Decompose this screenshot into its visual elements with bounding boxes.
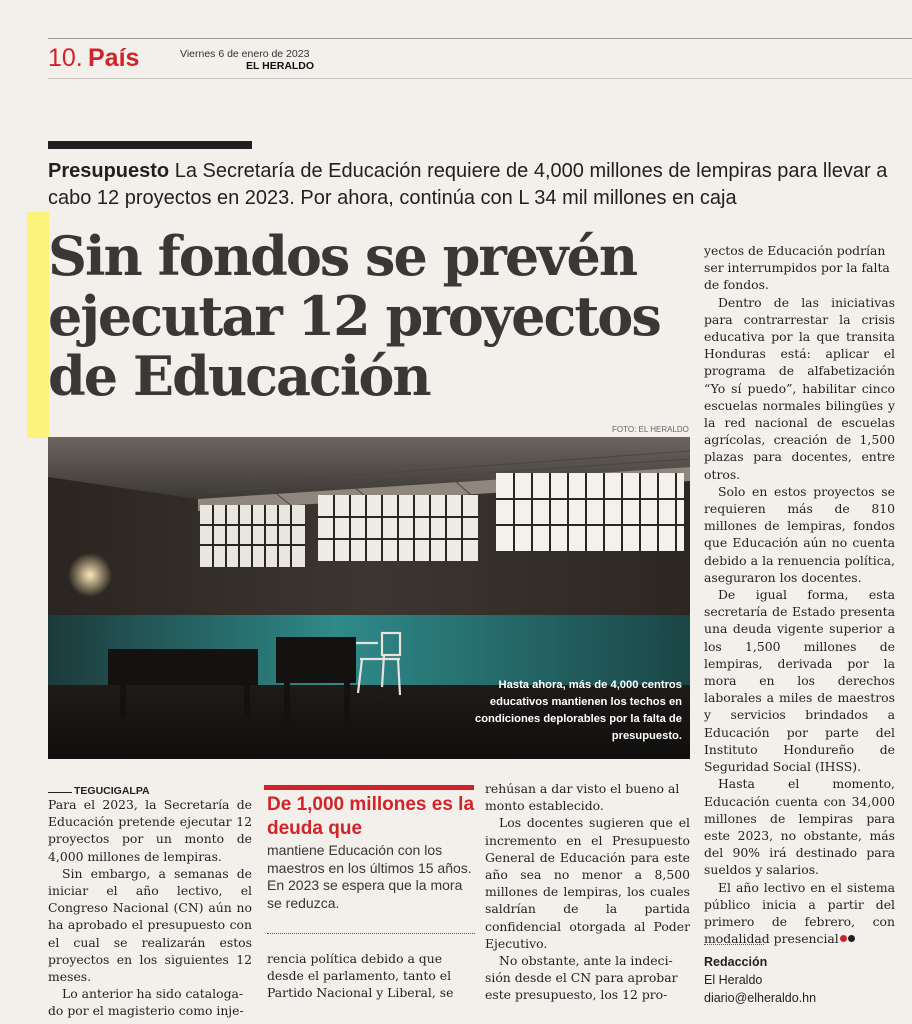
section-name: País: [88, 44, 140, 72]
article-paragraph: Sin embargo, a semanas de iniciar el año lectivo, el Congreso Nacional (CN) aún no ha aprobado el presupuesto con el cual se realizarán estos proyectos en los siguientes 12 meses.: [48, 865, 252, 985]
header-rule: [48, 78, 912, 79]
highlighter-mark: [27, 212, 49, 438]
closing-paragraph-text: El año lectivo en el sistema público inicia a partir del primero de febrero, con modalidad presencial: [704, 879, 895, 947]
deck-text: La Secretaría de Educación requiere de 4,000 millones de lempiras para llevar a cabo 12 proyectos en 2023. Por ahora, continúa con L 34 mil millones en caja: [48, 160, 888, 209]
article-paragraph: De igual forma, esta secretaría de Estado presenta una deuda vigente superior a los 1,500 millones de lempiras, derivada por la mora en los derechos laborales a miles de maestros y servicios brindados a Educación por parte del Instituto Hondureño de Seguridad Social (IHSS).: [704, 587, 895, 775]
article-column-3: [485, 780, 690, 1004]
photo-credit: FOTO: EL HERALDO: [612, 425, 689, 434]
article-paragraph: Para el 2023, la Secretaría de Educación pretende ejecutar 12 proyectos por un monto de 4,000 millones de lempiras.: [48, 797, 252, 864]
article-column-2: [267, 950, 475, 1002]
article-paragraph: Los docentes sugieren que el incremento en el Presupuesto General de Educación para este año sea no menor a 8,500 millones de lempiras, los cuales saldrían de la partida confidencial otorgada al Poder Ejecutivo.: [485, 815, 690, 951]
newspaper-name: EL HERALDO: [246, 60, 315, 72]
article-deck: [48, 158, 910, 212]
article-paragraph: Solo en estos proyectos se requieren más de 810 millones de lempiras, fondos que Educación aún no cuenta debido a la renuencia política, aseguraron los docentes.: [704, 483, 895, 585]
article-paragraph-cont: rencia política debido a que desde el parlamento, tanto el Partido Nacional y Liberal, se: [267, 951, 454, 1001]
article-paragraph-cont: rehúsan a dar visto el bueno al monto establecido.: [485, 781, 680, 814]
article-paragraph-start: Lo anterior ha sido cataloga- do por el magisterio como inje-: [48, 986, 244, 1019]
section-bar: [48, 141, 252, 149]
article-column-1: [48, 796, 252, 1020]
signature-divider: [704, 944, 764, 945]
byline-title: Redacción: [704, 955, 768, 969]
pull-quote-divider: [267, 933, 475, 934]
headline: Sin fondos se prevén ejecutar 12 proyectos de Educación: [48, 224, 660, 408]
photo-caption: Hasta ahora, más de 4,000 centros educativos mantienen los techos en condiciones deplorables por la falta de presupuesto.: [474, 679, 682, 742]
issue-date: Viernes 6 de enero de 2023: [180, 48, 310, 60]
article-paragraph-last: [704, 879, 895, 948]
pull-quote-title: De 1,000 millones es la deuda que: [267, 794, 475, 839]
deck-kicker: Presupuesto: [48, 160, 170, 182]
dateline-rule: [48, 792, 72, 793]
article-column-4: [704, 242, 895, 947]
pull-quote-bar: [264, 785, 474, 790]
end-mark-icon: [848, 935, 855, 942]
classroom-photo: [48, 437, 690, 759]
top-rule: [48, 38, 912, 39]
pull-quote-body: mantiene Educación con los maestros en los últimos 15 años. En 2023 se espera que la mora se reduzca.: [267, 842, 472, 911]
end-mark-icon: [840, 935, 847, 942]
article-paragraph: Dentro de las iniciativas para contrarrestar la crisis educativa por la que transita Honduras está: aplicar el programa de alfabetización “Yo sí puedo”, habilitar cinco escuelas normales bilingües y la red nacional de escuelas agrícolas, creación de 1,500 plazas para docentes, entre otros.: [704, 294, 895, 482]
article-paragraph: Hasta el momento, Educación cuenta con 34,000 millones de lempiras para este 2023, no obstante, más del 90% irá destinado para sueldos y salarios.: [704, 776, 895, 878]
dateline: TEGUCIGALPA: [74, 785, 150, 797]
article-paragraph-cont: yectos de Educación podrían ser interrumpidos por la falta de fondos.: [704, 243, 890, 293]
article-paragraph-start: No obstante, ante la indeci- sión desde el CN para aprobar este presupuesto, los 12 pro-: [485, 953, 678, 1003]
byline-outlet: El Heraldo: [704, 973, 763, 987]
byline-email: diario@elheraldo.hn: [704, 991, 817, 1005]
page-number: 10.: [48, 44, 83, 72]
